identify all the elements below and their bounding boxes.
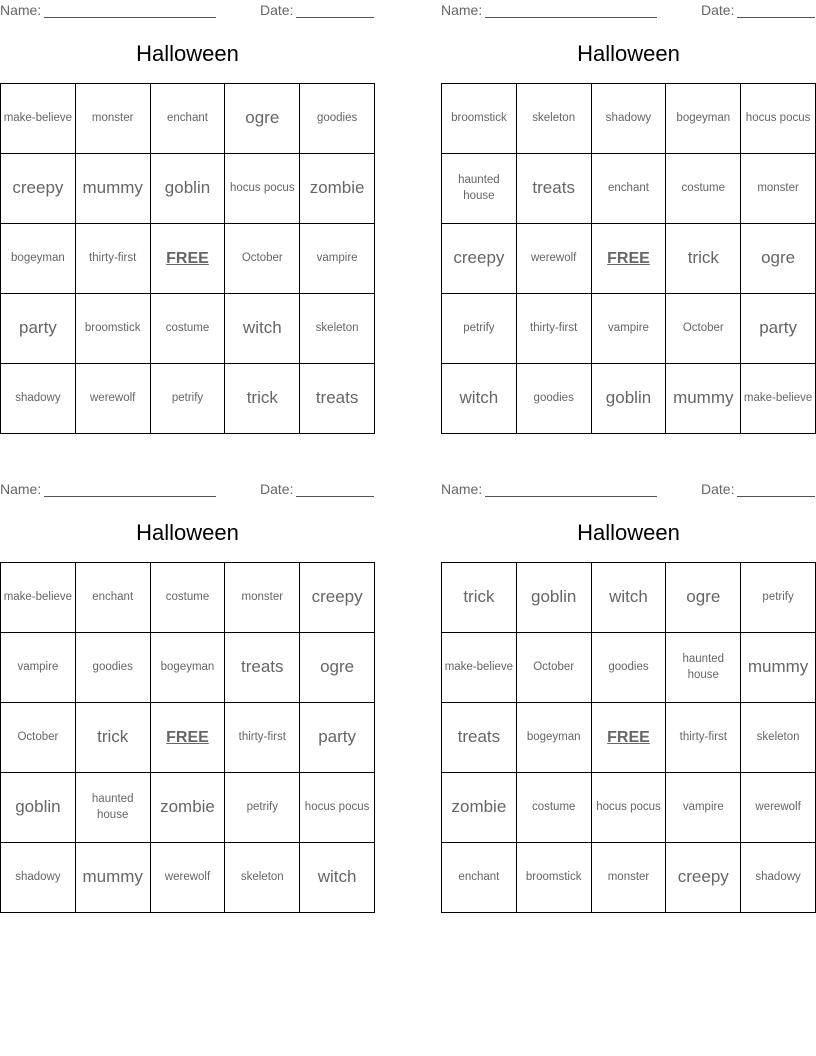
bingo-cell[interactable]: hocus pocus [300,773,375,843]
bingo-cell[interactable]: mummy [741,633,816,703]
bingo-cell[interactable]: werewolf [76,364,151,434]
bingo-cell[interactable]: costume [151,294,226,364]
card-title: Halloween [136,41,239,66]
bingo-cell[interactable]: shadowy [1,364,76,434]
bingo-cell[interactable]: enchant [442,843,517,913]
bingo-cell[interactable]: vampire [1,633,76,703]
name-field[interactable] [0,481,216,497]
name-field[interactable] [441,481,657,497]
bingo-cell[interactable]: creepy [1,154,76,224]
name-field[interactable] [0,2,216,18]
card-header-fields [441,0,816,22]
card-title: Halloween [577,520,680,545]
name-blank-line[interactable] [485,3,657,18]
bingo-cell[interactable]: skeleton [225,843,300,913]
bingo-cell[interactable]: enchant [151,84,226,154]
bingo-cell[interactable]: make-believe [442,633,517,703]
bingo-cell[interactable]: party [1,294,76,364]
name-label: Name: [441,2,483,18]
date-label: Date: [260,2,294,18]
bingo-cell[interactable]: monster [592,843,667,913]
bingo-cell[interactable]: make-believe [1,563,76,633]
bingo-cell[interactable]: October [1,703,76,773]
bingo-cell[interactable]: make-believe [741,364,816,434]
bingo-cell[interactable]: bogeyman [151,633,226,703]
bingo-cell[interactable]: witch [592,563,667,633]
date-label: Date: [260,481,294,497]
bingo-cell[interactable]: skeleton [741,703,816,773]
bingo-cell[interactable]: ogre [666,563,741,633]
bingo-cell[interactable]: broomstick [76,294,151,364]
bingo-cell[interactable]: October [225,224,300,294]
bingo-cell[interactable]: monster [225,563,300,633]
card-header-fields [0,479,375,501]
bingo-grid [0,83,375,434]
bingo-grid [0,562,375,913]
bingo-cell[interactable]: skeleton [300,294,375,364]
bingo-cell[interactable]: thirty-first [517,294,592,364]
bingo-cell[interactable]: bogeyman [666,84,741,154]
name-field[interactable] [441,2,657,18]
bingo-cell[interactable]: petrify [442,294,517,364]
name-label: Name: [0,2,42,18]
bingo-cell[interactable]: haunted house [76,773,151,843]
bingo-cell[interactable]: thirty-first [225,703,300,773]
date-blank-line[interactable] [737,482,815,497]
bingo-cell[interactable]: enchant [592,154,667,224]
bingo-cell[interactable]: werewolf [151,843,226,913]
bingo-cell[interactable]: trick [225,364,300,434]
bingo-cell[interactable]: mummy [666,364,741,434]
bingo-grid [441,83,816,434]
bingo-cell[interactable]: costume [151,563,226,633]
date-field[interactable] [701,481,815,497]
bingo-cell[interactable]: goodies [300,84,375,154]
bingo-cell[interactable]: goodies [517,364,592,434]
bingo-cell[interactable]: treats [517,154,592,224]
bingo-cell[interactable]: bogeyman [1,224,76,294]
bingo-cell[interactable]: shadowy [1,843,76,913]
free-space-cell[interactable]: FREE [592,703,667,773]
bingo-cell[interactable]: hocus pocus [225,154,300,224]
card-header-fields [441,479,816,501]
bingo-cell[interactable]: monster [76,84,151,154]
bingo-cell[interactable]: vampire [592,294,667,364]
bingo-cell[interactable]: vampire [666,773,741,843]
bingo-cell[interactable]: treats [442,703,517,773]
date-field[interactable] [260,481,374,497]
bingo-cell[interactable]: bogeyman [517,703,592,773]
bingo-cell[interactable]: costume [517,773,592,843]
name-label: Name: [441,481,483,497]
bingo-cell[interactable]: witch [225,294,300,364]
name-blank-line[interactable] [44,3,216,18]
bingo-cell[interactable]: monster [741,154,816,224]
bingo-cell[interactable]: mummy [76,154,151,224]
bingo-cell[interactable]: trick [442,563,517,633]
bingo-cell[interactable]: broomstick [517,843,592,913]
card-title: Halloween [136,520,239,545]
bingo-cell[interactable]: thirty-first [76,224,151,294]
bingo-cell[interactable]: haunted house [442,154,517,224]
bingo-cell[interactable]: shadowy [741,843,816,913]
bingo-cell[interactable]: trick [76,703,151,773]
bingo-cell[interactable]: goblin [517,563,592,633]
bingo-cell[interactable]: hocus pocus [741,84,816,154]
bingo-cell[interactable]: thirty-first [666,703,741,773]
bingo-cell[interactable]: witch [300,843,375,913]
date-blank-line[interactable] [296,3,374,18]
bingo-cell[interactable]: treats [300,364,375,434]
bingo-cell[interactable]: goblin [151,154,226,224]
date-label: Date: [701,481,735,497]
bingo-cell[interactable]: October [517,633,592,703]
bingo-cell[interactable]: witch [442,364,517,434]
bingo-grid [441,562,816,913]
bingo-cell[interactable]: treats [225,633,300,703]
bingo-cell[interactable]: mummy [76,843,151,913]
free-space-cell[interactable]: FREE [592,224,667,294]
bingo-cell[interactable]: petrify [225,773,300,843]
bingo-cell[interactable]: shadowy [592,84,667,154]
name-label: Name: [0,481,42,497]
bingo-cell[interactable]: enchant [76,563,151,633]
date-field[interactable] [260,2,374,18]
date-label: Date: [701,2,735,18]
bingo-cell[interactable]: ogre [300,633,375,703]
name-blank-line[interactable] [44,482,216,497]
bingo-cell[interactable]: costume [666,154,741,224]
card-title: Halloween [577,41,680,66]
bingo-cell[interactable]: party [300,703,375,773]
bingo-cell[interactable]: make-believe [1,84,76,154]
bingo-cell[interactable]: ogre [225,84,300,154]
card-header-fields [0,0,375,22]
bingo-cell[interactable]: creepy [442,224,517,294]
bingo-cell[interactable]: skeleton [517,84,592,154]
bingo-cell[interactable]: goodies [76,633,151,703]
bingo-cell[interactable]: zombie [151,773,226,843]
free-space-cell[interactable]: FREE [151,224,226,294]
bingo-cell[interactable]: broomstick [442,84,517,154]
bingo-cell[interactable]: haunted house [666,633,741,703]
bingo-cell[interactable]: October [666,294,741,364]
bingo-cell[interactable]: petrify [151,364,226,434]
bingo-cell[interactable]: werewolf [517,224,592,294]
bingo-cell[interactable]: creepy [300,563,375,633]
bingo-cell[interactable]: party [741,294,816,364]
bingo-cell[interactable]: zombie [442,773,517,843]
bingo-cell[interactable]: goblin [592,364,667,434]
bingo-cell[interactable]: vampire [300,224,375,294]
date-blank-line[interactable] [737,3,815,18]
bingo-cell[interactable]: werewolf [741,773,816,843]
bingo-cell[interactable]: goodies [592,633,667,703]
bingo-cell[interactable]: goblin [1,773,76,843]
bingo-cell[interactable]: creepy [666,843,741,913]
date-field[interactable] [701,2,815,18]
bingo-cell[interactable]: trick [666,224,741,294]
bingo-cell[interactable]: zombie [300,154,375,224]
date-blank-line[interactable] [296,482,374,497]
name-blank-line[interactable] [485,482,657,497]
bingo-cell[interactable]: petrify [741,563,816,633]
free-space-cell[interactable]: FREE [151,703,226,773]
bingo-cell[interactable]: ogre [741,224,816,294]
bingo-cell[interactable]: hocus pocus [592,773,667,843]
